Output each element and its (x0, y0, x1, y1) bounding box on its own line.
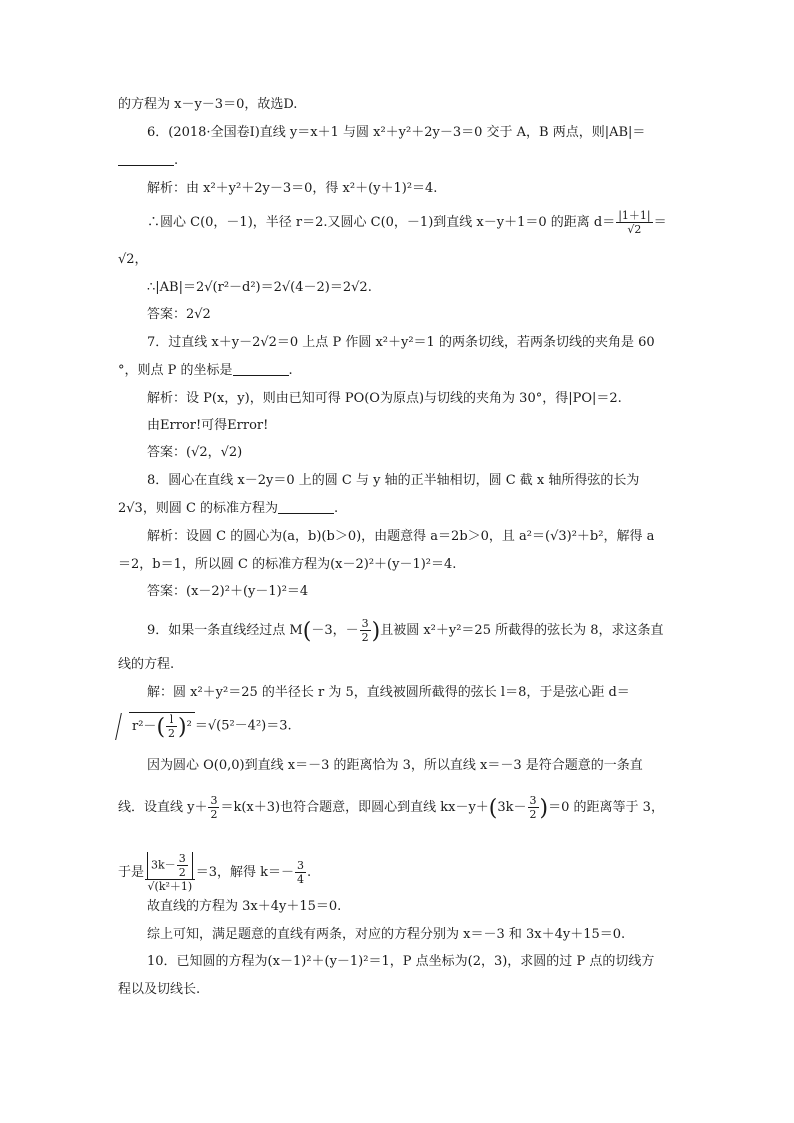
solution-line: 综上可知，满足题意的直线有两条，对应的方程分别为 x＝－3 和 3x＋4y＋15＝0. (147, 927, 626, 942)
question-10-cont: 程以及切线长. (118, 982, 201, 997)
answer-line: 答案：(√2，√2) (147, 445, 243, 460)
solution-line: 解析：由 x²＋y²＋2y－3＝0，得 x²＋(y＋1)²＝4. (147, 181, 438, 196)
question-8: 8．圆心在直线 x－2y＝0 上的圆 C 与 y 轴的正半轴相切，圆 C 截 x 轴所得弦的长为 (147, 473, 640, 488)
question-9: 9．如果一条直线经过点 M(－3，－ $\frac{3}{2}$ )且被圆 x²＋y²＝25 所截得的弦长为 8，求这条直 (147, 617, 664, 644)
answer-line: 答案：(x－2)²＋(y－1)²＝4 (147, 584, 309, 599)
solution-line: ∴|AB|＝2√(r²－d²)＝2√(4－2)＝2√2. (147, 280, 372, 295)
solution-line: 由Error!可得Error! (147, 418, 269, 433)
question-7: 7．过直线 x＋y－2√2＝0 上点 P 作圆 x²＋y²＝1 的两条切线，若两条切线的夹角是 60 (147, 335, 655, 350)
solution-line: √2， (118, 252, 148, 267)
solution-line: 解析：设圆 C 的圆心为(a，b)(b＞0)，由题意得 a＝2b＞0，且 a²＝(√3)²＋b²，解得 a (147, 529, 655, 544)
solution-line: ＝2，b＝1，所以圆 C 的标准方程为(x－2)²＋(y－1)²＝4. (118, 557, 457, 572)
question-8-cont: 2√3，则圆 C 的标准方程为 . (118, 501, 339, 516)
answer-blank: . (118, 152, 678, 170)
question-7-cont: °，则点 P 的坐标是 . (118, 363, 293, 378)
solution-line: ∴圆心 C(0，－1)，半径 r＝2.又圆心 C(0，－1)到直线 x－y＋1＝0 的距离 d＝ $\frac{|1+1|}{√2}$ ＝ (147, 209, 667, 236)
question-10: 10．已知圆的方程为(x－1)²＋(y－1)²＝1，P 点坐标为(2，3)，求圆的过 P 点的切线方 (147, 954, 655, 969)
solution-line: 故直线的方程为 3x＋4y＋15＝0. (147, 899, 342, 914)
solution-line: 于是 3k－ $\frac{3}{2}$ √(k²＋1) ＝3，解得 k＝－ $\frac{3}{4}$ . (118, 852, 312, 893)
solution-line: r²－( $\frac{l}{2}$ )² ＝√(5²－4²)＝3. (118, 712, 678, 740)
solution-line: 解析：设 P(x，y)，则由已知可得 PO(O为原点)与切线的夹角为 30°，得|PO|＝2. (147, 391, 622, 406)
question-9-cont: 线的方程. (118, 657, 175, 672)
solution-line: 因为圆心 O(0,0)到直线 x＝－3 的距离恰为 3，所以直线 x＝－3 是符合题意的一条直 (147, 758, 643, 773)
text-line: 的方程为 x－y－3＝0，故选D. (118, 97, 298, 112)
solution-line: 解：圆 x²＋y²＝25 的半径长 r 为 5，直线被圆所截得的弦长 l＝8，于是弦心距 d＝ (147, 685, 630, 700)
solution-line: 线．设直线 y＋ $\frac{3}{2}$ ＝k(x＋3)也符合题意，即圆心到直线 kx－y＋(3k－ $\frac{3}{2}$ )＝0 的距离等于 3， (118, 794, 664, 821)
answer-line: 答案：2√2 (147, 307, 211, 322)
question-6: 6．(2018·全国卷Ⅰ)直线 y＝x＋1 与圆 x²＋y²＋2y－3＝0 交于 A，B 两点，则|AB|＝ (147, 125, 646, 140)
